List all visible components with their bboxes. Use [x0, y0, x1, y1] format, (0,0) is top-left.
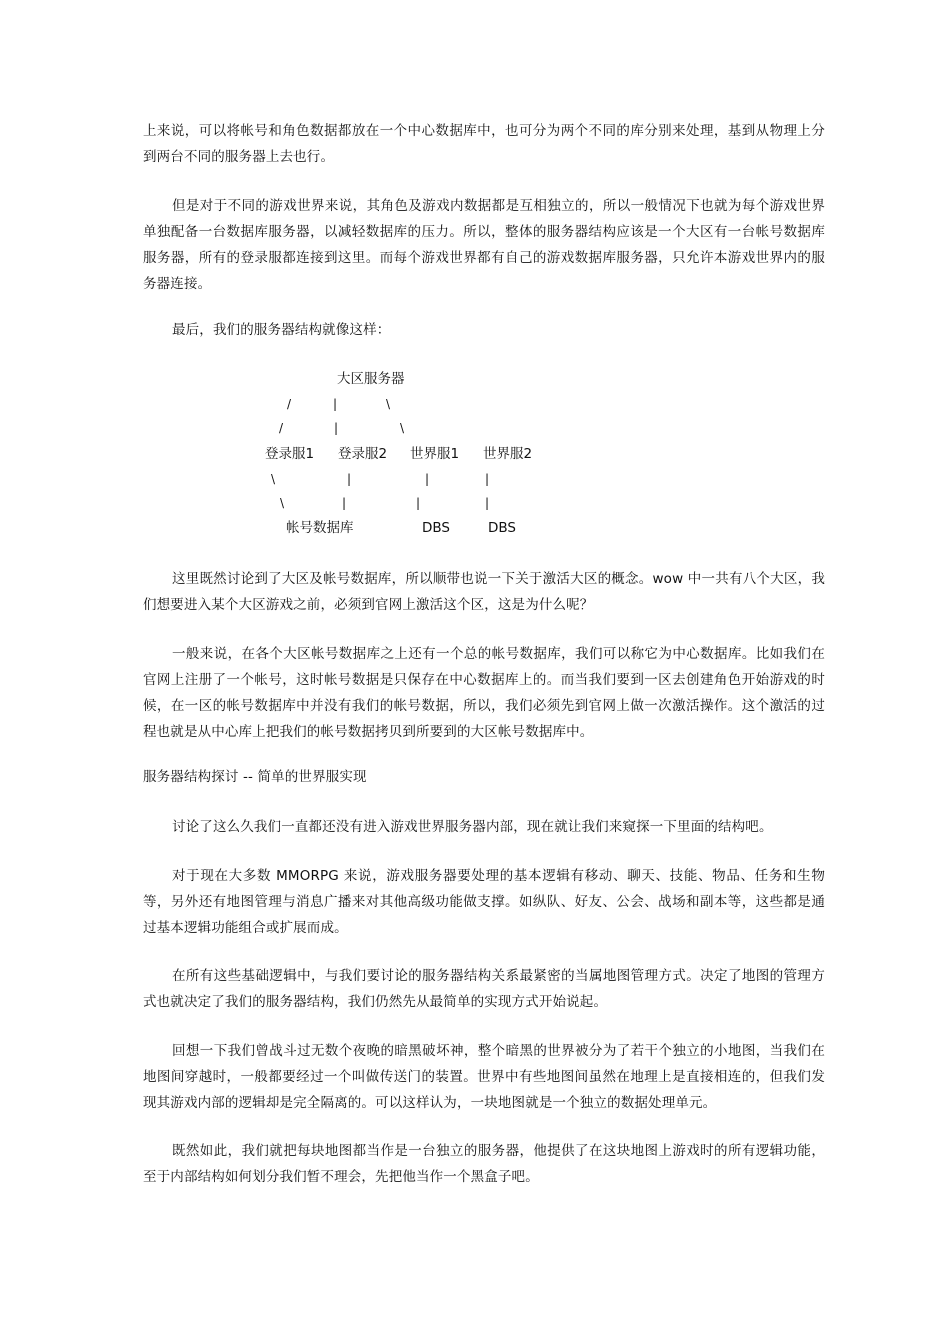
- paragraph-7: 对于现在大多数 MMORPG 来说，游戏服务器要处理的基本逻辑有移动、聊天、技能、物品、任务和生物等，另外还有地图管理与消息广播来对其他高级功能做支撑。如纵队、好友、公会、战场和副本等，这些都是通过基本逻辑功能组合或扩展而成。: [143, 868, 825, 936]
- diagram-connector: |: [485, 496, 490, 510]
- diagram-connector: |: [425, 472, 430, 486]
- section-heading: 服务器结构探讨 -- 简单的世界服实现: [143, 769, 367, 785]
- diagram-connector: |: [347, 472, 352, 486]
- diagram-connector: |: [342, 496, 347, 510]
- diagram-connector: |: [416, 496, 421, 510]
- diagram-connector: \: [280, 496, 285, 510]
- paragraph-8: 在所有这些基础逻辑中，与我们要讨论的服务器结构关系最紧密的当属地图管理方式。决定了地图的管理方式也就决定了我们的服务器结构，我们仍然先从最简单的实现方式开始说起。: [143, 968, 825, 1010]
- diagram-connector: \: [386, 397, 391, 411]
- paragraph-2: 但是对于不同的游戏世界来说，其角色及游戏内数据都是互相独立的，所以一般情况下也就为每个游戏世界单独配备一台数据库服务器，以减轻数据库的压力。所以，整体的服务器结构应该是一个大区有一台帐号数据库服务器，所有的登录服都连接到这里。而每个游戏世界都有自己的游戏数据库服务器，只允许本游戏世界内的服务器连接。: [143, 198, 825, 292]
- paragraph-3: 最后，我们的服务器结构就像这样：: [172, 322, 391, 338]
- paragraph-1: 上来说，可以将帐号和角色数据都放在一个中心数据库中，也可分为两个不同的库分别来处理，基到从物理上分到两台不同的服务器上去也行。: [143, 123, 825, 165]
- diagram-node-login1: 登录服1: [265, 446, 315, 462]
- diagram-connector: \: [271, 472, 276, 486]
- diagram-node-account-db: 帐号数据库: [286, 520, 354, 536]
- diagram-connector: /: [279, 421, 284, 435]
- diagram-connector: |: [333, 397, 338, 411]
- diagram-node-world1: 世界服1: [410, 446, 460, 462]
- diagram-connector: \: [400, 421, 405, 435]
- diagram-node-region-server: 大区服务器: [337, 371, 405, 387]
- paragraph-10: 既然如此，我们就把每块地图都当作是一台独立的服务器，他提供了在这块地图上游戏时的所有逻辑功能，至于内部结构如何划分我们暂不理会，先把他当作一个黑盒子吧。: [143, 1143, 825, 1185]
- paragraph-6: 讨论了这么久我们一直都还没有进入游戏世界服务器内部，现在就让我们来窥探一下里面的结构吧。: [172, 819, 773, 835]
- paragraph-9: 回想一下我们曾战斗过无数个夜晚的暗黑破坏神，整个暗黑的世界被分为了若干个独立的小地图，当我们在地图间穿越时，一般都要经过一个叫做传送门的装置。世界中有些地图间虽然在地理上是直接相连的，但我们发现其游戏内部的逻辑却是完全隔离的。可以这样认为，一块地图就是一个独立的数据处理单元。: [143, 1043, 825, 1111]
- diagram-node-world2: 世界服2: [483, 446, 533, 462]
- diagram-node-dbs1: DBS: [422, 520, 450, 536]
- diagram-connector: |: [485, 472, 490, 486]
- diagram-node-login2: 登录服2: [338, 446, 388, 462]
- paragraph-5: 一般来说，在各个大区帐号数据库之上还有一个总的帐号数据库，我们可以称它为中心数据库。比如我们在官网上注册了一个帐号，这时帐号数据是只保存在中心数据库上的。而当我们要到一区去创建角色开始游戏的时候，在一区的帐号数据库中并没有我们的帐号数据，所以，我们必须先到官网上做一次激活操作。这个激活的过程也就是从中心库上把我们的帐号数据拷贝到所要到的大区帐号数据库中。: [143, 646, 825, 740]
- diagram-connector: |: [334, 421, 339, 435]
- diagram-connector: /: [287, 397, 292, 411]
- diagram-node-dbs2: DBS: [488, 520, 516, 536]
- paragraph-4: 这里既然讨论到了大区及帐号数据库，所以顺带也说一下关于激活大区的概念。wow 中一共有八个大区，我们想要进入某个大区游戏之前，必须到官网上激活这个区，这是为什么呢？: [143, 571, 825, 613]
